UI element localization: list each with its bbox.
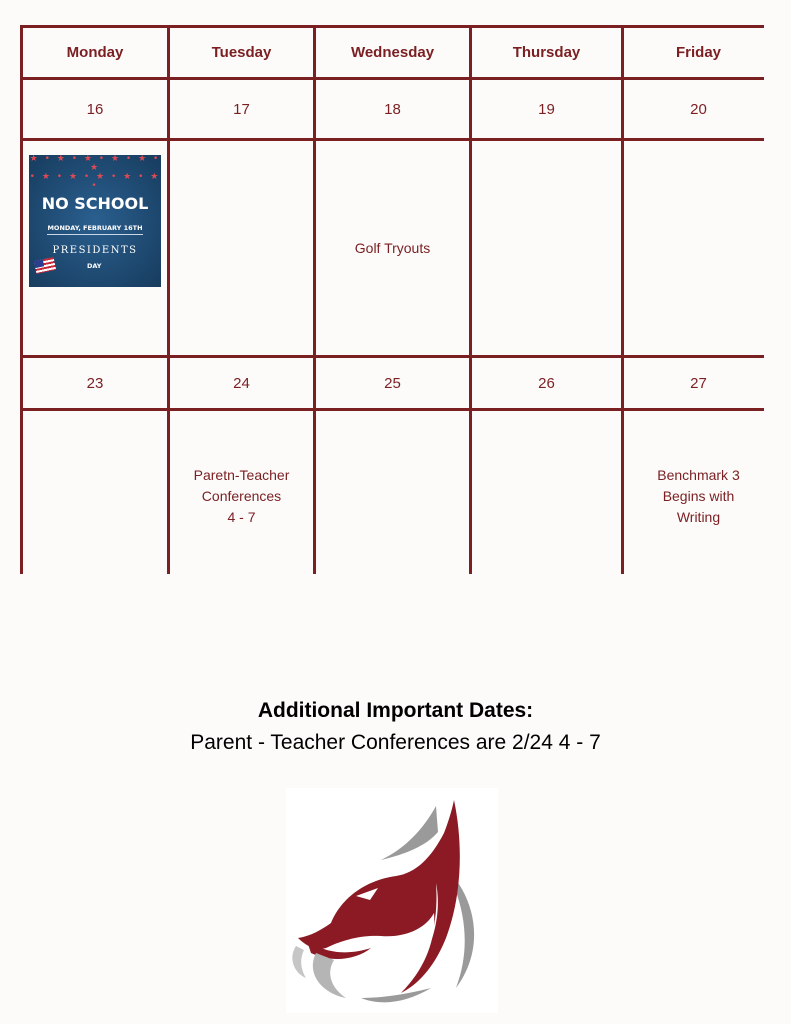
day-header-friday: Friday <box>624 28 773 77</box>
date-cell: 17 <box>170 80 313 138</box>
calendar-grid <box>20 25 764 574</box>
date-cell: 16 <box>23 80 167 138</box>
banner-holiday-sub: DAY <box>87 262 102 270</box>
event-cell <box>472 141 621 355</box>
date-cell: 19 <box>472 80 621 138</box>
event-conferences: Paretn-Teacher Conferences 4 - 7 <box>170 411 313 583</box>
dragon-logo-graphic <box>286 788 498 1013</box>
banner-headline: NO SCHOOL <box>41 194 149 213</box>
event-cell <box>170 141 313 355</box>
banner-holiday-name: PRESIDENTS <box>52 245 138 256</box>
event-benchmark: Benchmark 3 Begins with Writing <box>624 411 773 583</box>
date-cell: 24 <box>170 358 313 408</box>
additional-dates-title: Additional Important Dates: <box>257 699 534 722</box>
date-cell: 25 <box>316 358 469 408</box>
confetti-decoration: ★ • ★ • ★ • ★ • ★ • ★ • ★ • ★ • ★ • ★ • ★ • <box>29 155 161 191</box>
event-cell <box>472 411 621 583</box>
date-cell: 26 <box>472 358 621 408</box>
banner-divider <box>47 234 143 235</box>
date-cell: 23 <box>23 358 167 408</box>
event-cell <box>316 411 469 583</box>
day-header-tuesday: Tuesday <box>170 28 313 77</box>
day-header-thursday: Thursday <box>472 28 621 77</box>
banner-date: MONDAY, FEBRUARY 16TH <box>47 224 143 232</box>
event-cell <box>624 141 773 355</box>
dragon-logo <box>286 788 498 1013</box>
additional-dates-line: Parent - Teacher Conferences are 2/24 4 - 7 <box>190 731 601 754</box>
date-cell: 18 <box>316 80 469 138</box>
day-header-wednesday: Wednesday <box>316 28 469 77</box>
event-cell <box>23 411 167 583</box>
day-header-monday: Monday <box>23 28 167 77</box>
date-cell: 20 <box>624 80 773 138</box>
flag-icon <box>34 257 56 274</box>
event-cell-mon-16 <box>23 141 167 355</box>
event-golf-tryouts: Golf Tryouts <box>316 141 469 355</box>
no-school-banner <box>29 155 161 287</box>
date-cell: 27 <box>624 358 773 408</box>
